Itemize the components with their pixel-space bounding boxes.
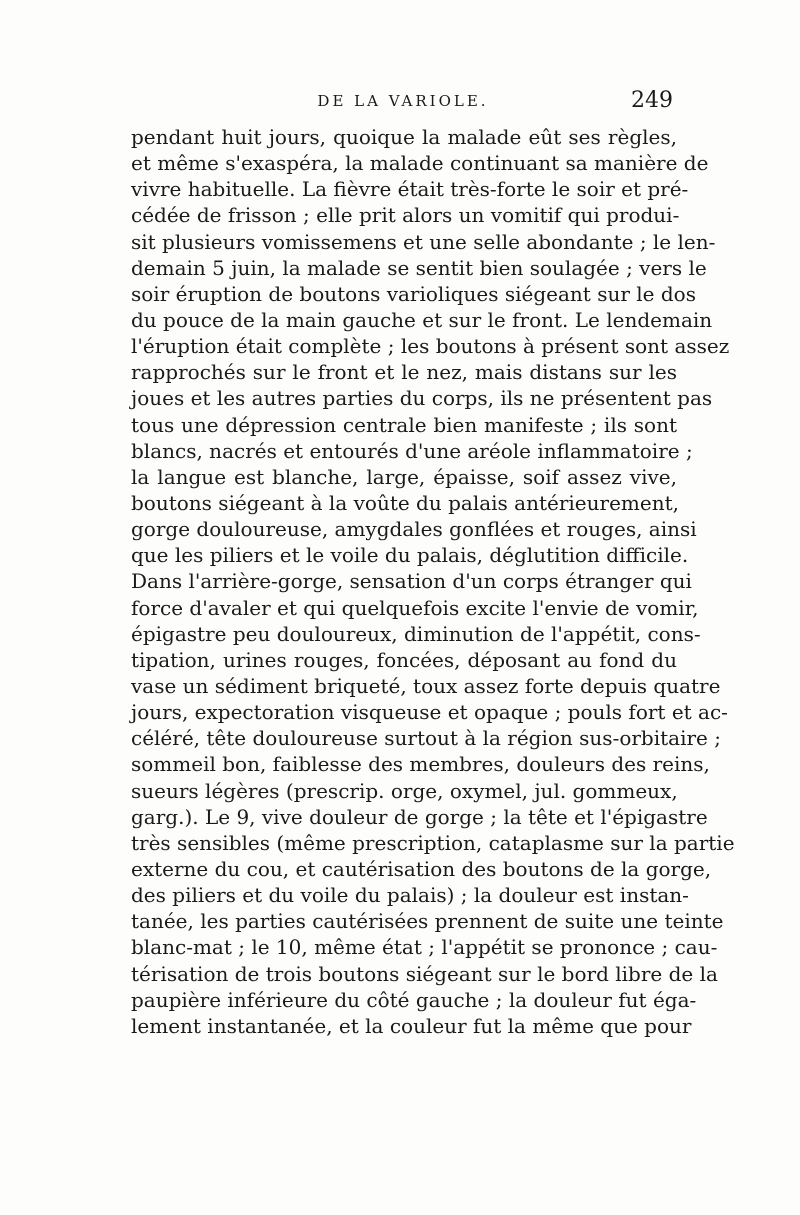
text-line: cédée de frisson ; elle prit alors un vomitif qui produi-: [131, 203, 680, 228]
text-line: tanée, les parties cautérisées prennent de suite une teinte: [131, 909, 724, 934]
text-line: demain 5 juin, la malade se sentit bien soulagée ; vers le: [131, 255, 707, 280]
text-line: térisation de trois boutons siégeant sur le bord libre de la: [131, 961, 718, 986]
text-line: épigastre peu douloureux, diminution de l'appétit, cons-: [131, 621, 701, 646]
text-line: la langue est blanche, large, épaisse, soif assez vive,: [131, 464, 677, 489]
text-line: tipation, urines rouges, foncées, déposant au fond du: [131, 647, 677, 672]
text-line: sommeil bon, faiblesse des membres, douleurs des reins,: [131, 752, 710, 777]
text-line: force d'avaler et qui quelquefois excite l'envie de vomir,: [131, 595, 699, 620]
text-line: paupière inférieure du côté gauche ; la douleur fut éga-: [131, 987, 697, 1012]
text-line: et même s'exaspéra, la malade continuant sa manière de: [131, 151, 709, 176]
text-line: lement instantanée, et la couleur fut la même que pour: [131, 1013, 692, 1038]
text-line: vivre habituelle. La fièvre était très-forte le soir et pré-: [131, 177, 689, 202]
text-line: que les piliers et le voile du palais, déglutition difficile.: [131, 543, 689, 568]
text-line: soir éruption de boutons varioliques siégeant sur le dos: [131, 281, 696, 306]
text-line: joues et les autres parties du corps, ils ne présentent pas: [131, 386, 713, 411]
page-header: [133, 88, 673, 122]
text-line: pendant huit jours, quoique la malade eût ses règles,: [131, 125, 677, 149]
text-line: l'éruption était complète ; les boutons à présent sont assez: [131, 334, 730, 359]
text-line: tous une dépression centrale bien manifeste ; ils sont: [131, 412, 677, 437]
text-line: rapprochés sur le front et le nez, mais distans sur les: [131, 360, 677, 385]
running-head: DE LA VARIOLE.: [317, 92, 489, 110]
text-line: très sensibles (même prescription, cataplasme sur la partie: [131, 830, 735, 855]
text-line: Dans l'arrière-gorge, sensation d'un corps étranger qui: [131, 569, 692, 594]
text-line: gorge douloureuse, amygdales gonflées et rouges, ainsi: [131, 517, 697, 542]
text-line: blanc-mat ; le 10, même état ; l'appétit se prononce ; cau-: [131, 935, 718, 960]
text-line: céléré, tête douloureuse surtout à la région sus-orbitaire ;: [131, 726, 721, 751]
text-line: garg.). Le 9, vive douleur de gorge ; la tête et l'épigastre: [131, 804, 708, 829]
page-number: 249: [631, 88, 673, 113]
text-line: blancs, nacrés et entourés d'une aréole inflammatoire ;: [131, 438, 693, 463]
text-line: sit plusieurs vomissemens et une selle abondante ; le len-: [131, 229, 716, 254]
text-line: des piliers et du voile du palais) ; la douleur est instan-: [131, 883, 689, 908]
text-line: vase un sédiment briqueté, toux assez forte depuis quatre: [131, 673, 721, 698]
text-line: du pouce de la main gauche et sur le front. Le lendemain: [131, 307, 713, 332]
body-text: [131, 124, 735, 1039]
text-line: sueurs légères (prescrip. orge, oxymel, jul. gommeux,: [131, 778, 678, 803]
text-line: boutons siégeant à la voûte du palais antérieurement,: [131, 490, 679, 515]
text-line: jours, expectoration visqueuse et opaque ; pouls fort et ac-: [131, 700, 728, 725]
text-line: externe du cou, et cautérisation des boutons de la gorge,: [131, 856, 712, 881]
